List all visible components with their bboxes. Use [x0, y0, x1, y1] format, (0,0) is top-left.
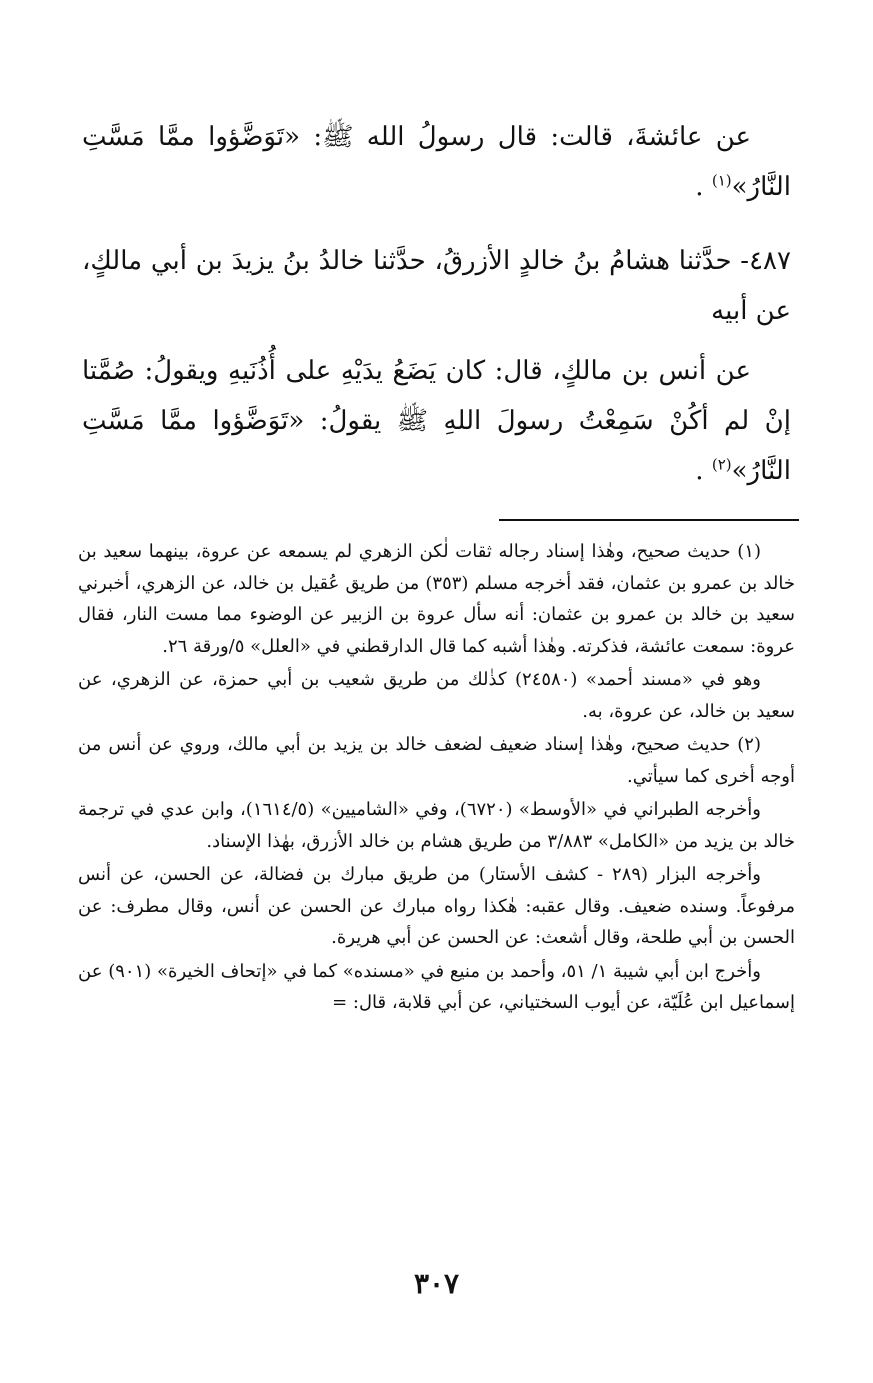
hadith-text-anas [82, 346, 791, 496]
hadith-text-aisha [82, 112, 791, 212]
footnote-ref-1: (١) [711, 171, 732, 190]
footnote-2-ibn-abi-shaybah: وأخرج ابن أبي شيبة ١/ ٥١، وأحمد بن منيع في «مسنده» كما في «إتحاف الخيرة» (٩٠١) عن إسماعيل ابن عُلَيّة، عن أيوب السختياني، عن أبي قلابة، قال: = [78, 960, 795, 1013]
footnote-2-tabarani: وأخرجه الطبراني في «الأوسط» (٦٧٢٠)، وفي «الشاميين» (١٦١٤/٥)، وابن عدي في ترجمة خالد بن يزيد من «الكامل» ٣/٨٨٣ من طريق هشام بن خالد الأزرق، بهٰذا الإسناد. [78, 799, 795, 852]
hadith-text-aisha-body: عن عائشةَ، قالت: قال رسولُ الله ﷺ: «تَوَضَّؤوا ممَّا مَسَّتِ النَّارُ» [82, 122, 791, 202]
footnote-1-paragraph: (١) حديث صحيح، وهٰذا إسناد رجاله ثقات لٰكن الزهري لم يسمعه عن عروة، بينهما سعيد بن خالد بن عمرو بن عثمان، فقد أخرجه مسلم (٣٥٣) من طريق عُقيل بن خالد، عن الزهري، أخبرني سعيد بن خالد بن عمرو بن عثمان: أنه سأل عروة بن الزبير عن الوضوء مما مست النار، فقال عروة: سمعت عائشة، فذكرته. وهٰذا أشبه كما قال الدارقطني في «العلل» ٥/ورقة ٢٦. [78, 541, 795, 657]
footnote-2-bazzar: وأخرجه البزار (٢٨٩ - كشف الأستار) من طريق مبارك بن فضالة، عن الحسن، عن أنس مرفوعاً. وسنده ضعيف. وقال عقبه: هٰكذا رواه مبارك عن الحسن عن أنس، وقال مطرف: عن الحسن بن أبي طلحة، وقال أشعث: عن الحسن عن أبي هريرة. [78, 864, 795, 948]
footnote-2-paragraph: (٢) حديث صحيح، وهٰذا إسناد ضعيف لضعف خالد بن يزيد بن أبي مالك، وروي عن أنس من أوجه أخرى كما سيأتي. [78, 734, 795, 787]
sentence-period: . [695, 456, 704, 486]
page-number: ٣٠٧ [413, 1267, 460, 1300]
hadith-487-isnad: ٤٨٧- حدَّثنا هشامُ بنُ خالدٍ الأزرقُ، حدَّثنا خالدُ بنُ يزيدَ بن أبي مالكٍ، عن أبيه [82, 246, 791, 326]
footnote-1-continuation: وهو في «مسند أحمد» (٢٤٥٨٠) كذٰلك من طريق شعيب بن أبي حمزة، عن الزهري، عن سعيد بن خالد، عن عروة، به. [78, 669, 795, 722]
footnotes [78, 536, 795, 1021]
footnote-separator [499, 519, 799, 521]
footnote-ref-2: (٢) [711, 455, 732, 474]
sentence-period: . [695, 172, 704, 202]
hadith-text-anas-body: عن أنس بن مالكٍ، قال: كان يَضَعُ يدَيْهِ على أُذُنَيهِ ويقولُ: صُمَّتا إنْ لم أكُنْ سَمِعْتُ رسولَ اللهِ ﷺ يقولُ: «تَوَضَّؤوا ممَّا مَسَّتِ النَّارُ» [82, 356, 791, 486]
